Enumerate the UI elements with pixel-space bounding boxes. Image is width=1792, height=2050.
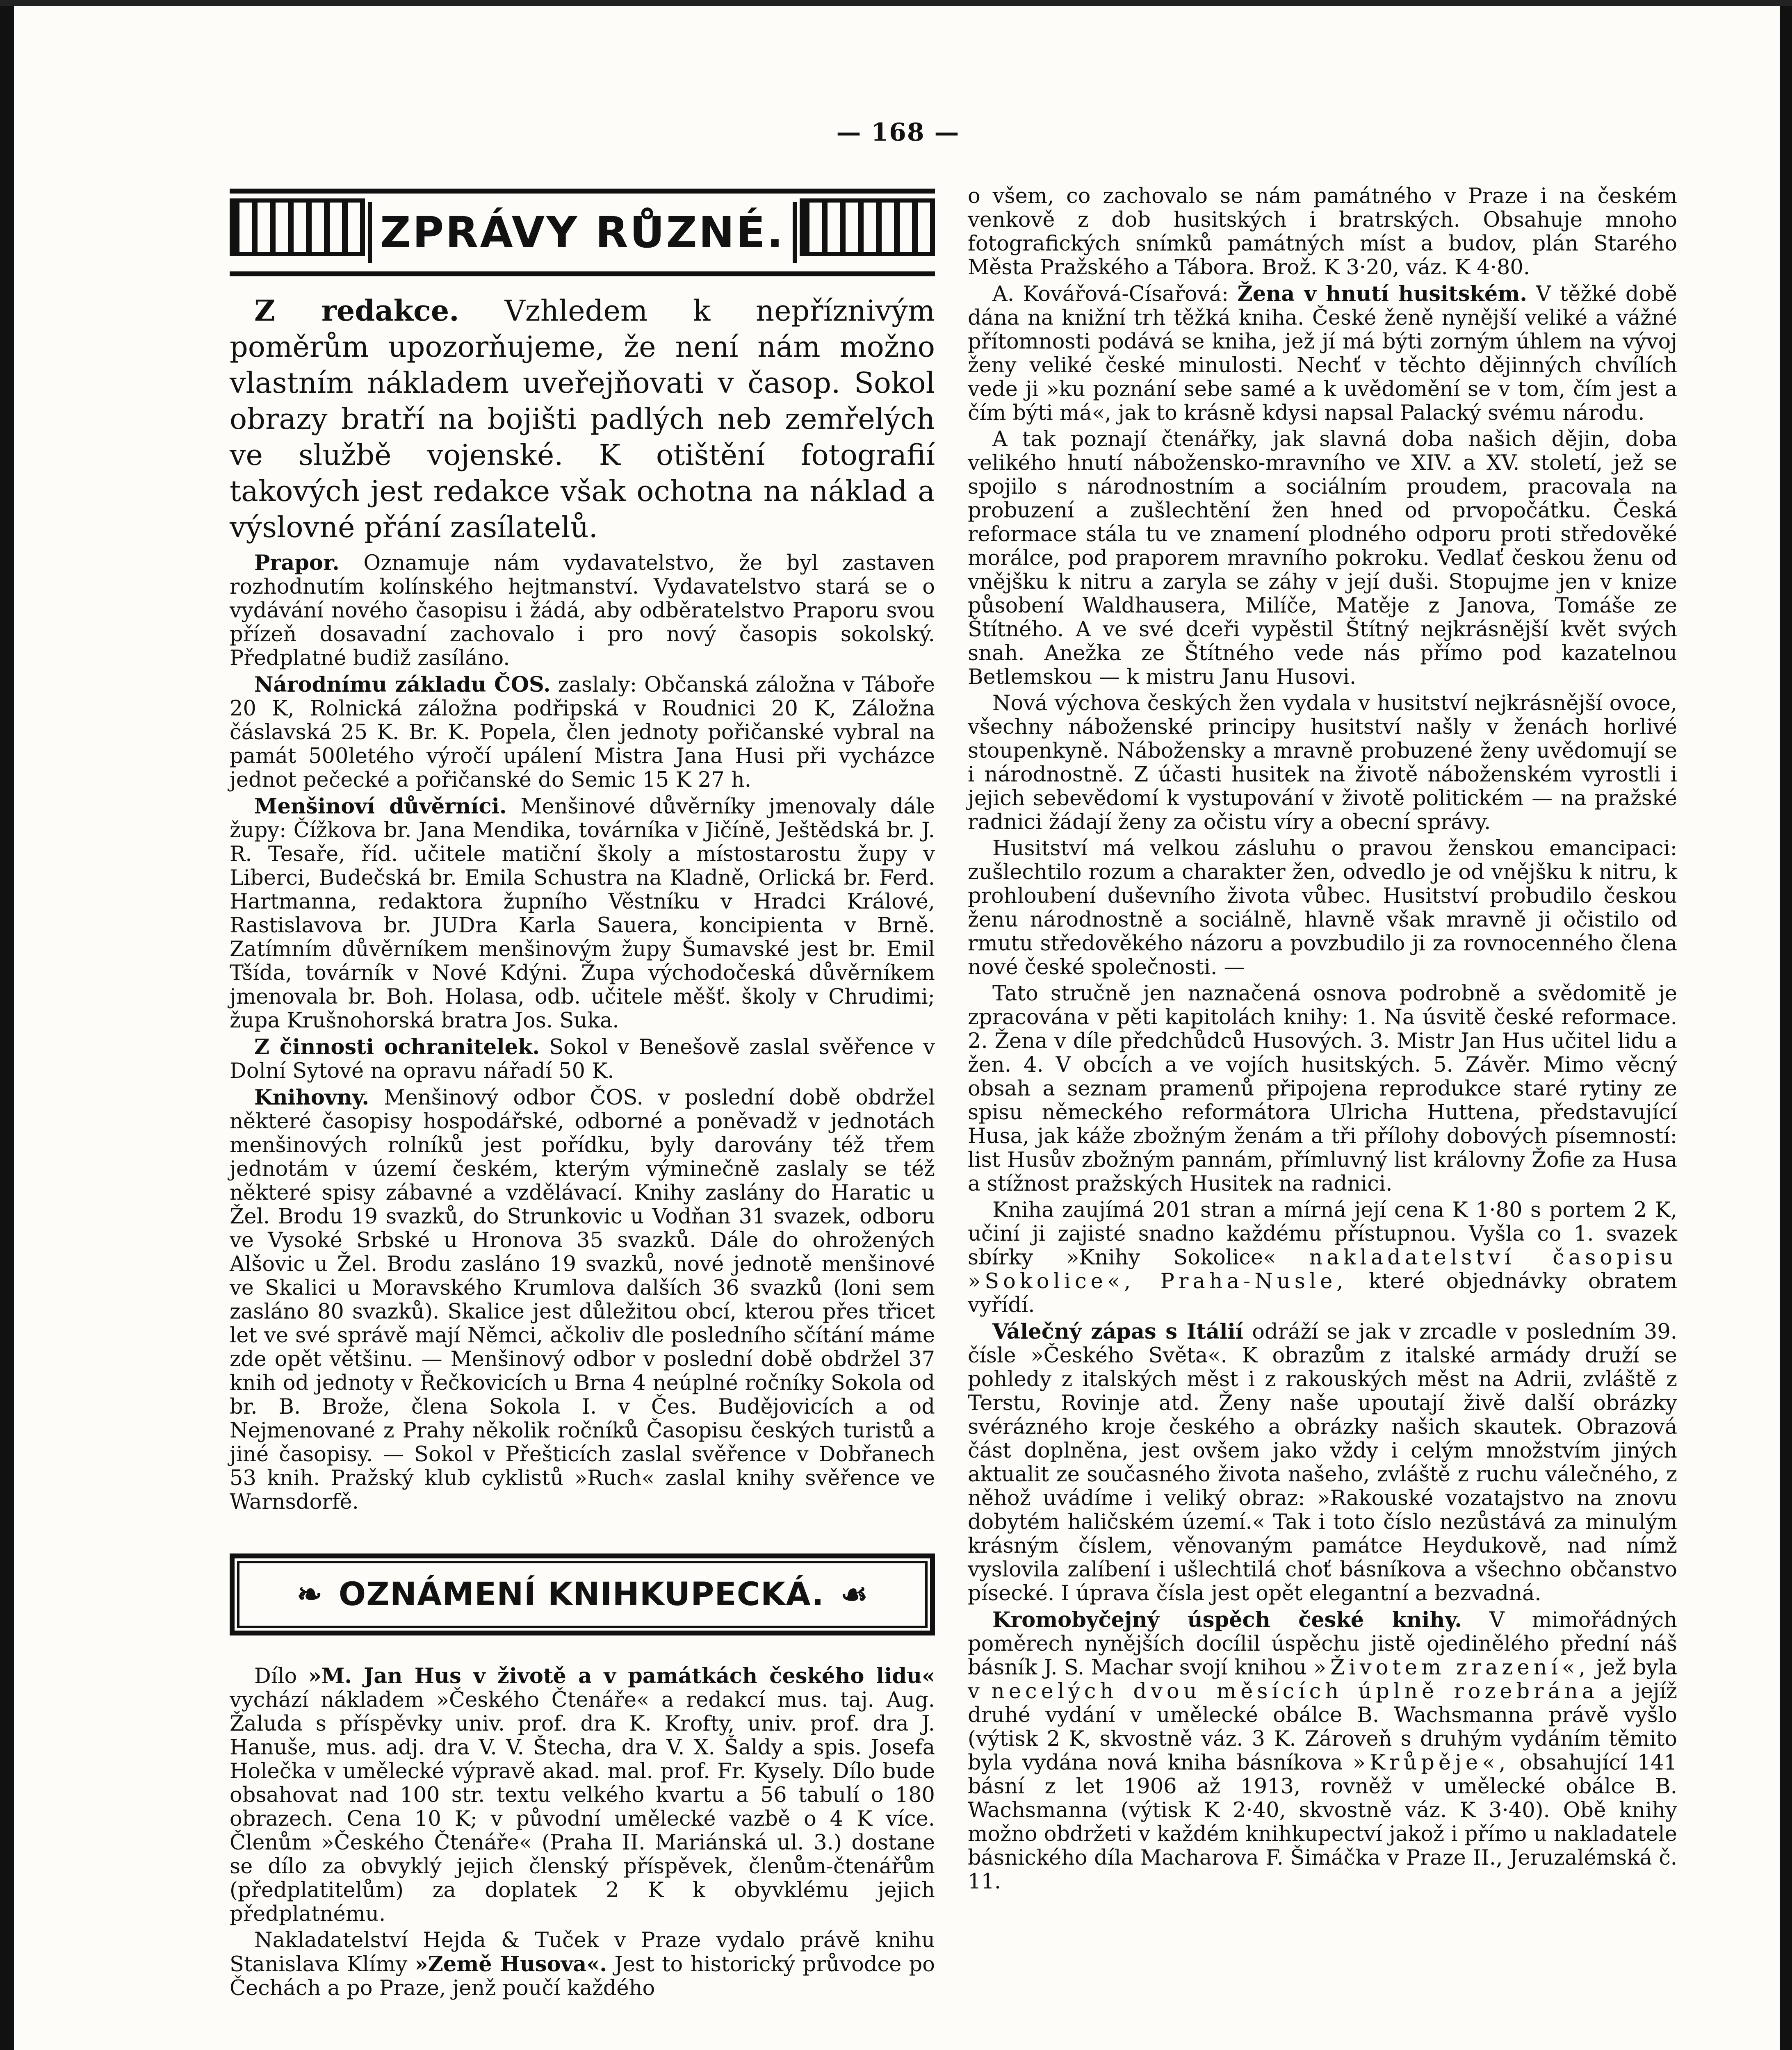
- paragraph-z-cinnosti-ochranitelek: [230, 1035, 935, 1083]
- paragraph-mensinovi-duvernici: [230, 795, 935, 1033]
- paragraph-text: Kniha zaujímá 201 stran a mírná její cena K 1·80 s portem 2 K, učiní ji zajisté snadno každému přístupnou. Vyšla co 1. svazek sbírky »Knihy Sokolice«: [968, 1198, 1677, 1270]
- paragraph-plain: Tato stručně jen naznačená osnova podrobně a svědomitě je zpracována v pěti kapitolách knihy: 1. Na úsvitě české reformace. 2. Žena v díle předchůdců Husových. 3. Mistr Jan Hus učitel lidu a žen. 4. V obcích a ve vojích husitských. 5. Závěr. Mimo věcný obsah a seznam pramenů připojena reprodukce staré rytiny ze spisu německého reformátora Ulricha Huttena, představující Husa, jak káže zbožným ženám a tři přílohy dobových písemností: list Husův zbožným pannám, přímluvný list královny Žofie za Husa a stížnost pražských Husitek na radnici.: [968, 982, 1677, 1196]
- paragraph-text: Sokol v Benešově zaslal svěřence v Dolní Sytové na opravu nářadí 50 K.: [230, 1035, 935, 1083]
- paragraph-narodnimu-zakladu: [230, 673, 935, 792]
- paragraph-kromobycejny-uspech: [968, 1608, 1677, 1894]
- section-title-zpravy: ZPRÁVY RŮZNÉ.: [368, 202, 797, 263]
- right-column: [968, 184, 1677, 1896]
- paragraph-text: Menšinový odbor ČOS. v poslední době obdržel některé časopisy hospodářské, odborné a poněvadž v jednotách menšinových rolníků jest pořídku, byly darovány též třem jednotám v území českém, kterým výminečně zaslaly se též některé spisy zábavné a vzdělávací. Knihy zaslány do Haratic u Žel. Brodu 19 svazků, do Strunkovic u Vodňan 31 svazek, odboru ve Vysoké Srbské u Hronova 35 svazků. Dále do ohrožených Alšovic u Žel. Brodu zasláno 19 svazků, nové jednotě menšinové ve Skalici u Moravského Krumlova dalších 36 svazků (loni sem zasláno 80 svazků). Skalice jest důležitou obcí, kterou přes třicet let ve své správě mají Němci, ačkoliv dle posledního sčítání máme zde opět většinu. — Menšinový odbor v poslední době obdržel 37 knih od jednoty v Řečkovicích u Brna 4 neúplné ročníky Sokola od br. B. Brože, člena Sokola I. v Čes. Budějovicích a od Nejmenované z Prahy několik ročníků Časopisu českých turistů a jiné časopisy. — Sokol v Přešticích zaslal svěřence v Dobřanech 53 knih. Pražský klub cyklistů »Ruch« zaslal knihy svěřence ve Warnsdorfě.: [230, 1086, 935, 1514]
- scan-border-top: [0, 0, 1792, 6]
- paragraph-continuation: o všem, co zachovalo se nám památného v Praze i na českém venkově z dob husitských i bratrských. Obsahuje mnoho fotografických snímků památných míst a budov, plán Starého Města Pražského a Tábora. Brož. K 3·20, váz. K 4·80.: [968, 184, 1677, 280]
- paragraph-text: Oznamuje nám vydavatelstvo, že byl zastaven rozhodnutím kolínského hejtmanství. Vydavatelstvo stará se o vydávání nového časopisu i žádá, aby odběratelstvo Praporu svou přízeň dosavadní zachovalo i pro nový časopis sokolský. Předplatné budiž zasíláno.: [230, 551, 935, 670]
- paragraph-knihovny: [230, 1086, 935, 1514]
- spaced-text: »Životem zrazení«,: [1313, 1656, 1590, 1680]
- paragraph-text: A. Kovářová-Císařová:: [992, 282, 1238, 306]
- paragraph-text: zaslaly: Občanská záložna v Táboře 20 K, Rolnická záložna podřipská v Roudnici 20 K, Záložna čáslavská 25 K. Br. K. Popela, člen jednoty pořičanské vybral na památ 500letého výročí upálení Mistra Jana Husi při vycházce jednot pečecké a pořičanské do Semic 15 K 27 h.: [230, 673, 935, 792]
- runin-heading: Kromobyčejný úspěch české knihy.: [992, 1608, 1462, 1632]
- paragraph-text: Menšinové důvěrníky jmenovaly dále župy: Čížkova br. Jana Mendika, továrníka v Jičíně, Ještědská br. J. R. Tesaře, říd. učitele matiční školy a místostarostu župy v Liberci, Budečská br. Emila Schustra na Kladně, Orlická br. Ferd. Hartmanna, redaktora župního Věstníku v Hradci Králové, Rastislavova br. JUDra Karla Sauera, koncipienta v Brně. Zatímním důvěrníkem menšinovým župy Šumavské jest br. Emil Tšída, továrník v Nové Kdýni. Župa východočeská důvěrníkem jmenovala br. Boh. Holasa, odb. učitele měšť. školy v Chrudimi; župa Krušnohorská bratra Jos. Suka.: [230, 795, 935, 1033]
- paragraph-plain: Nová výchova českých žen vydala v husitství nejkrásnější ovoce, všechny náboženské principy husitství našly v ženách horlivé stoupenkyně. Nábožensky a mravně probuzené ženy uvědomují se i národnostně. Z účasti husitek na životě náboženském vyrostli i jejich sebevědomí k vystupování v životě politickém — na pražské radnici žádají ženy za očistu víry a obecní správy.: [968, 691, 1677, 834]
- page-number: — 168 —: [836, 118, 960, 147]
- scan-border-left: [0, 0, 14, 2050]
- runin-heading: Z redakce.: [254, 294, 459, 328]
- spaced-text: »Krůpěje«,: [1352, 1751, 1510, 1775]
- paragraph-plain: Husitství má velkou zásluhu o pravou ženskou emancipaci: zušlechtilo rozum a charakter žen, odvedlo je od vnějšku k nitru, k prohloubení duševního života vůbec. Husitství probudilo českou ženu národnostně a sociálně, hlavně však mravně ji očistilo od rmutu středověkého názoru a povzbudilo ji za rovnocenného člena nové české společnosti. —: [968, 836, 1677, 979]
- runin-heading: Menšinoví důvěrníci.: [254, 794, 507, 819]
- book-title: »Země Husova«.: [415, 1952, 607, 1977]
- paragraph-text: které objednávky obratem vyřídí.: [968, 1269, 1677, 1317]
- book-title: »M. Jan Hus v životě a v památkách českého lidu«: [308, 1664, 935, 1688]
- fleuron-right-ornament: ☙: [840, 1577, 868, 1612]
- book-title: Žena v hnutí husitském.: [1237, 282, 1528, 306]
- runin-heading: Z činnosti ochranitelek.: [254, 1035, 540, 1059]
- header-ornament-left: [230, 198, 365, 256]
- runin-heading: Národnímu základu ČOS.: [254, 672, 551, 697]
- paragraph-text: Jest to historický průvodce po Čechách a po Praze, jenž poučí každého: [230, 1952, 935, 2000]
- paragraph-zeme-husova: [230, 1929, 935, 2000]
- paragraph-text: Dílo: [254, 1664, 308, 1688]
- paragraph-z-redakce: [230, 293, 935, 545]
- runin-heading: Prapor.: [254, 551, 340, 575]
- paragraph-text: V těžké době dána na knižní trh těžká kniha. České ženě nynější veliké a vážné přítomnosti podává se kniha, jež jí má býti zorným úhlem na vývoj ženy veliké české minulosti. Nechť v těchto dějinných chvílích vede ji »ku poznání sebe samé a k uvědomění se v tom, čím jest a čím býti má«, jak to krásně kdysi napsal Palacký svému národu.: [968, 282, 1678, 425]
- paragraph-text: V mimořádných poměrech nynějších docílil úspěchu jistě ojedinělého přední náš básník J. S. Machar svojí knihou: [968, 1608, 1677, 1680]
- left-column: [230, 189, 935, 2003]
- paragraph-zena-v-hnuti: [968, 282, 1677, 425]
- paragraph-text: odráží se jak v zrcadle v posledním 39. čísle »Českého Světa«. K obrazům z italské armády druží se pohledy z italských měst i z rakouských měst na Adrii, zvláště z Terstu, Rovinje atd. Ženy naše upoutají živě další obrázky svérázného kroje českého a obrázky našich skautek. Obrazová část doplněna, jest ovšem jako vždy i celým množstvím jiných aktualit ze současného života našeho, zvláště z ruchu válečného, z něhož uvádíme i veliký obraz: »Rakouské vozatajstvo na znovu dobytém haličském území.« Tak i toto číslo nezůstává za minulým krásným číslem, věnovaným památce Heydukově, nad nímž vyslovila zalíbení i ušlechtilá choť básníkova a všechno občanstvo písecké. I úprava čísla jest opět elegantní a bezvadná.: [968, 1320, 1677, 1606]
- runin-heading: Válečný zápas s Itálií: [992, 1319, 1244, 1344]
- runin-heading: Knihovny.: [254, 1085, 369, 1110]
- paragraph-text: vychází nákladem »Českého Čtenáře« a redakcí mus. taj. Aug. Žaluda s příspěvky univ. prof. dra K. Krofty, univ. prof. dra J. Hanuše, mus. adj. dra V. V. Štecha, dra V. X. Šaldy a spis. Josefa Holečka v umělecké výpravě akad. mal. prof. Fr. Kysely. Dílo bude obsahovat nad 100 str. textu velkého kvartu a 56 tabulí o 180 obrazech. Cena 10 K; v původní umělecké vazbě o 4 K více. Členům »Českého Čtenáře« (Praha II. Mariánská ul. 3.) dostane se dílo za obvyklý jejich členský příspěvek, členům-čtenářům (předplatitelům) za doplatek 2 K k obyvklému jejich předplatnému.: [230, 1688, 935, 1926]
- paragraph-text: Vzhledem k nepříznivým poměrům upozorňujeme, že není nám možno vlastním nákladem uveřejňovati v časop. Sokol obrazy bratří na bojišti padlých neb zemřelých ve službě vojenské. K otištění fotografií takových jest redakce však ochotna na náklad a výslovné přání zasílatelů.: [230, 294, 935, 544]
- paragraph-text: Nakladatelství Hejda & Tuček v Praze vydalo právě knihu Stanislava Klímy: [230, 1928, 935, 1977]
- spaced-text: necelých dvou měsících úplně rozebrána: [991, 1679, 1599, 1704]
- spaced-text: nakladatelství časopisu »Sokolice«, Praha-Nusle,: [968, 1246, 1677, 1294]
- header-ornament-right: [800, 198, 935, 256]
- paragraph-text: a jejíž druhé vydání v umělecké obálce B. Wachsmanna právě vyšlo (výtisk 2 K, skvostně váz. 3 K. Zároveň s druhým vydáním těmito byla vydána nová kniha básníkova: [968, 1679, 1677, 1775]
- paragraph-valecny-zapas: [968, 1320, 1677, 1606]
- paragraph-text: jež byla v: [968, 1656, 1677, 1704]
- fleuron-left-ornament: ❧: [296, 1577, 322, 1612]
- paragraph-kniha-cena: [968, 1198, 1677, 1317]
- section-title-oznameni: OZNÁMENÍ KNIHKUPECKÁ.: [338, 1576, 824, 1613]
- section-header-zpravy: [230, 189, 935, 276]
- paragraph-prapor: [230, 551, 935, 670]
- scan-border-right: [1780, 0, 1792, 2050]
- section-header-oznameni: [230, 1553, 935, 1635]
- paragraph-plain: A tak poznají čtenářky, jak slavná doba našich dějin, doba velikého hnutí nábožensko-mravního ve XIV. a XV. století, jež se spojilo s národnostním a sociálním proudem, pracovala na probuzení a zušlechtění žen hned od prvopočátku. Česká reformace stála tu ve znamení plodného odporu proti středověké morálce, pod praporem mravního pokroku. Vedlať českou ženu od vnějšku k nitru a zaryla se záhy v její duši. Stopujme jen v knize působení Waldhausera, Milíče, Matěje z Janova, Tomáše ze Štítného. A ve své dceři vypěstil Štítný nejkrásnější květ svých snah. Anežka ze Štítného vede nás přímo pod kazatelnou Betlemskou — k mistru Janu Husovi.: [968, 427, 1677, 689]
- paragraph-jan-hus-dilo: [230, 1664, 935, 1926]
- paragraph-text: obsahující 141 básní z let 1906 až 1913, rovněž v umělecké obálce B. Wachsmanna (výtisk K 2·40, skvostně váz. K 3·40). Obě knihy možno obdržeti v každém knihkupectví jakož i přímo u nakladatele básnického díla Macharova F. Šimáčka v Praze II., Jeruzalémská č. 11.: [968, 1751, 1678, 1894]
